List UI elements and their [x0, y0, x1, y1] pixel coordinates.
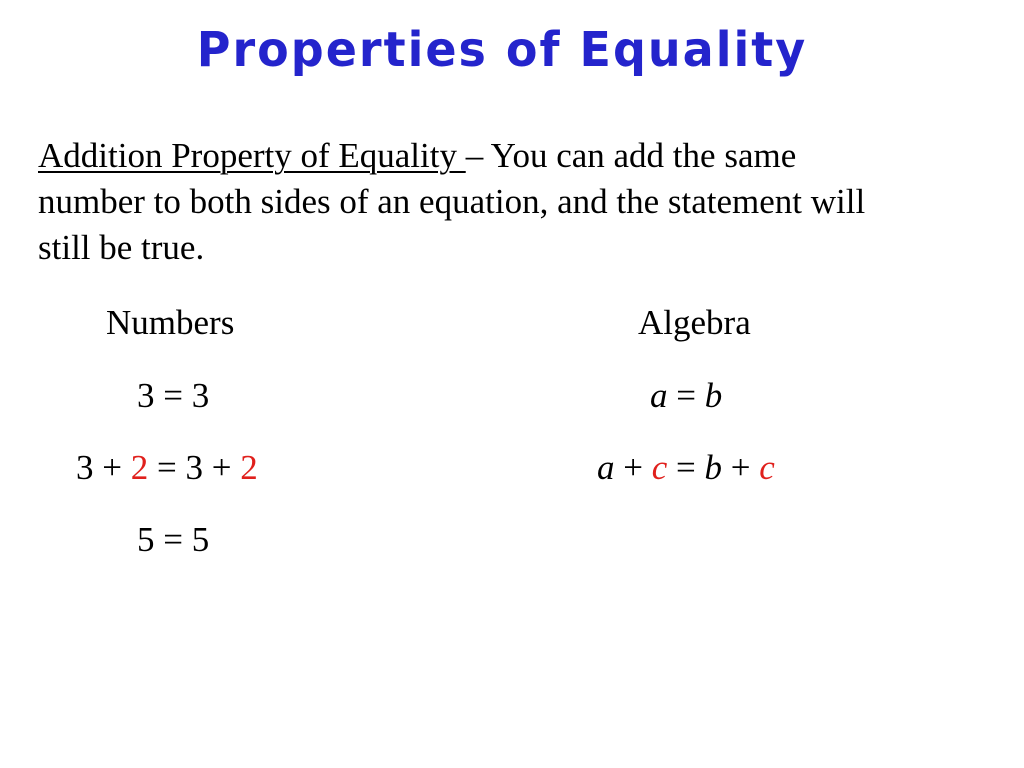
algebra-eq2-plus-right: +	[722, 448, 760, 487]
algebra-eq1-equals: =	[667, 376, 705, 415]
algebra-eq2-b: b	[704, 448, 723, 487]
algebra-eq1-a: a	[650, 376, 668, 415]
algebra-eq2-plus-left: +	[614, 448, 652, 487]
algebra-eq2-added-c-left: c	[651, 448, 668, 487]
definition-dash: –	[465, 136, 484, 175]
definition-text-line1: You can add the same	[483, 136, 797, 175]
numbers-eq2-added-value-left: 2	[130, 448, 149, 487]
definition-paragraph	[38, 133, 998, 271]
definition-text-line3: still be true.	[38, 228, 205, 267]
algebra-equation-2	[597, 448, 775, 488]
property-term: Addition Property of Equality	[38, 136, 466, 175]
slide-title: Properties of Equality	[196, 20, 808, 78]
algebra-equation-1	[650, 376, 722, 416]
numbers-eq2-added-value-right: 2	[240, 448, 258, 487]
algebra-header: Algebra	[638, 303, 751, 342]
numbers-equation-2	[76, 448, 258, 488]
numbers-equation-1: 3 = 3	[137, 376, 210, 415]
numbers-header: Numbers	[106, 303, 235, 342]
algebra-eq2-a: a	[597, 448, 615, 487]
numbers-equation-3: 5 = 5	[137, 520, 210, 559]
algebra-eq2-equals: =	[667, 448, 705, 487]
algebra-eq1-b: b	[704, 376, 723, 415]
algebra-eq2-added-c-right: c	[759, 448, 775, 487]
definition-text-line2: number to both sides of an equation, and the statement will	[38, 182, 866, 221]
numbers-eq2-part1: 3 +	[76, 448, 131, 487]
numbers-eq2-part2: = 3 +	[148, 448, 241, 487]
